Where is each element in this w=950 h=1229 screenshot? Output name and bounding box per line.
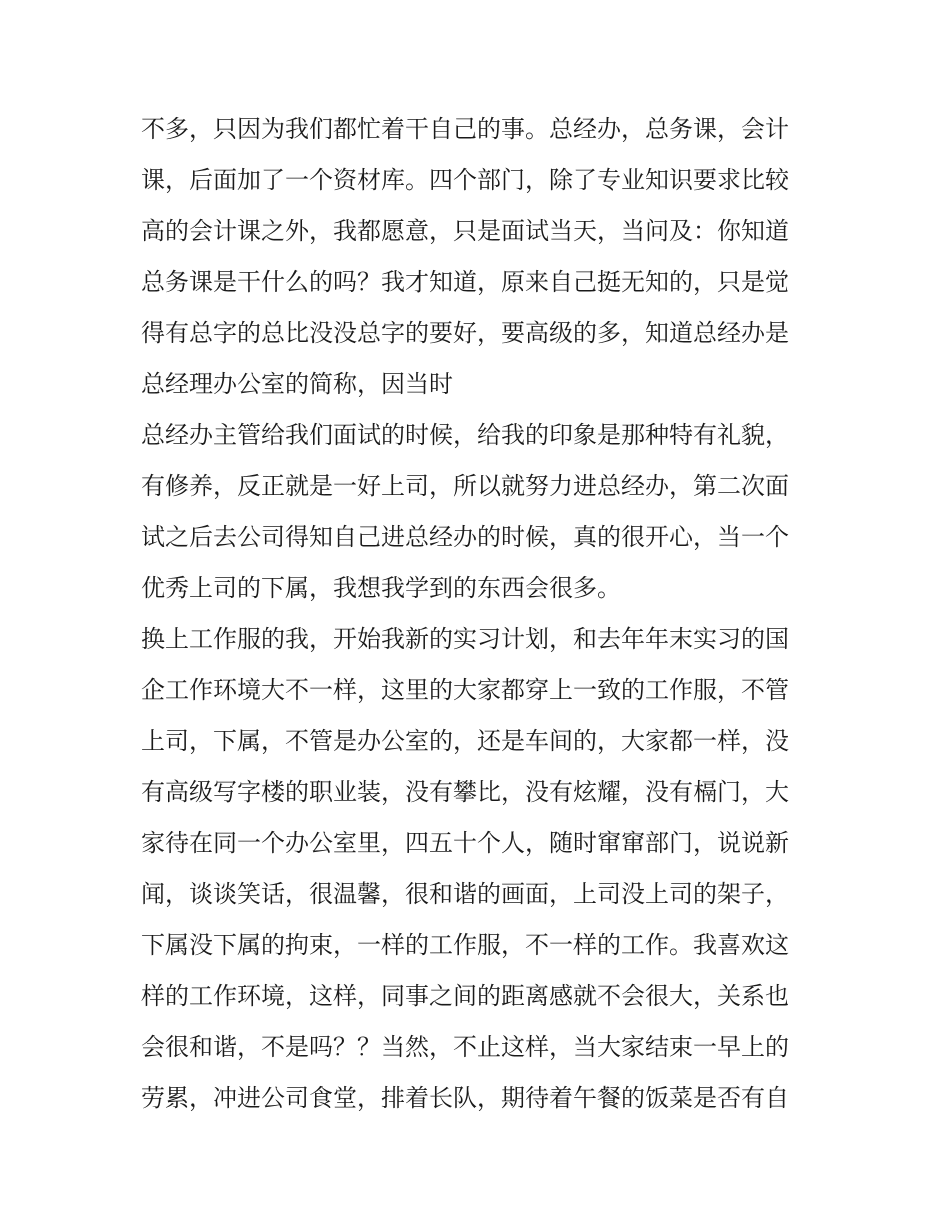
text-line: 试之后去公司得知自己进总经办的时候，真的很开心，当一个 xyxy=(141,523,789,551)
text-line: 劳累，冲进公司食堂，排着长队，期待着午餐的饭菜是否有自 xyxy=(141,1084,789,1112)
text-line: 总经办主管给我们面试的时候，给我的印象是那种特有礼貌， xyxy=(141,421,789,449)
text-line: 优秀上司的下属，我想我学到的东西会很多。 xyxy=(141,574,621,602)
text-line: 换上工作服的我，开始我新的实习计划，和去年年末实习的国 xyxy=(141,625,789,653)
text-line: 课，后面加了一个资材库。四个部门，除了专业知识要求比较 xyxy=(141,166,789,194)
text-line: 闻，谈谈笑话，很温馨，很和谐的画面，上司没上司的架子， xyxy=(141,880,789,908)
text-line: 高的会计课之外，我都愿意，只是面试当天，当问及：你知道 xyxy=(141,217,789,245)
text-line: 不多，只因为我们都忙着干自己的事。总经办，总务课，会计 xyxy=(141,115,789,143)
document-body xyxy=(141,104,821,1124)
text-line: 下属没下属的拘束，一样的工作服，不一样的工作。我喜欢这 xyxy=(141,931,789,959)
text-line: 得有总字的总比没没总字的要好，要高级的多，知道总经办是 xyxy=(141,319,789,347)
text-line: 有修养，反正就是一好上司，所以就努力进总经办，第二次面 xyxy=(141,472,789,500)
text-line: 总务课是干什么的吗？我才知道，原来自己挺无知的，只是觉 xyxy=(141,268,789,296)
text-line: 样的工作环境，这样，同事之间的距离感就不会很大，关系也 xyxy=(141,982,789,1010)
text-line: 上司，下属，不管是办公室的，还是车间的，大家都一样，没 xyxy=(141,727,789,755)
text-line: 企工作环境大不一样，这里的大家都穿上一致的工作服，不管 xyxy=(141,676,789,704)
text-line: 总经理办公室的简称，因当时 xyxy=(141,370,453,398)
text-line: 有高级写字楼的职业装，没有攀比，没有炫耀，没有槅门，大 xyxy=(141,778,789,806)
text-line: 会很和谐，不是吗？？当然，不止这样，当大家结束一早上的 xyxy=(141,1033,789,1061)
text-line: 家待在同一个办公室里，四五十个人，随时窜窜部门，说说新 xyxy=(141,829,789,857)
